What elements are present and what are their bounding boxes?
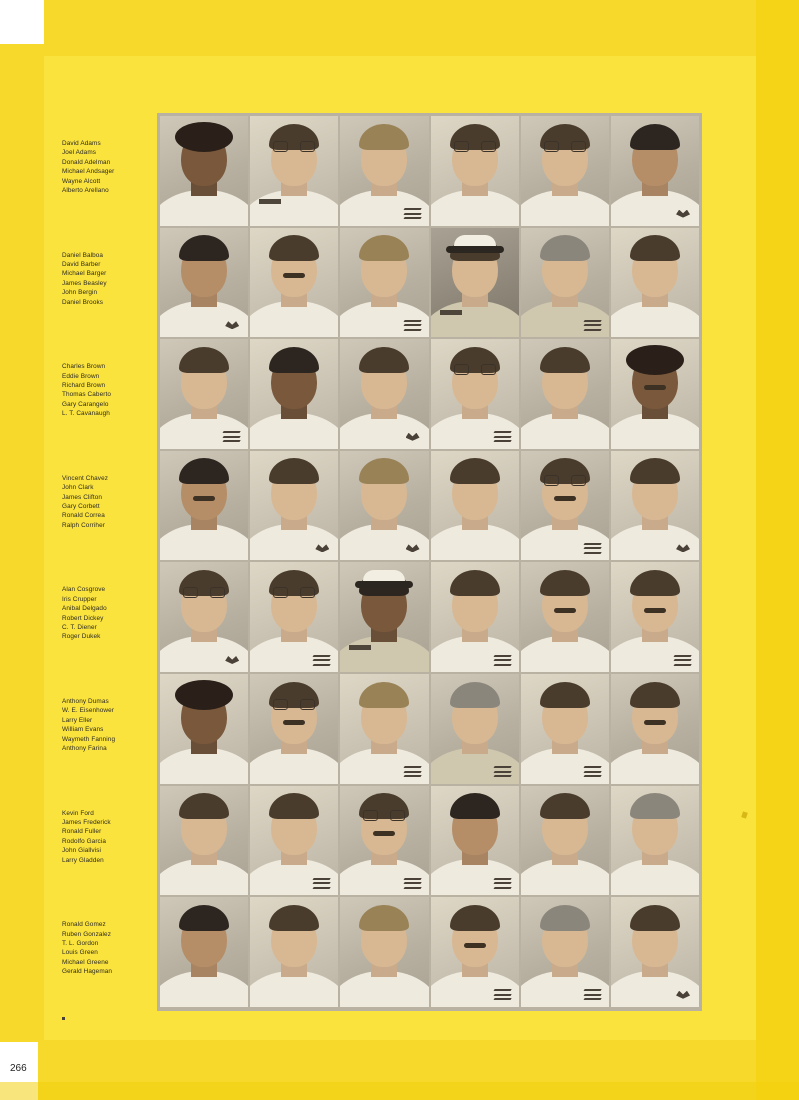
eyeglasses-icon xyxy=(544,141,586,152)
rank-chevron-icon xyxy=(674,652,691,666)
portrait-photo xyxy=(250,451,338,561)
officer-cap-icon xyxy=(446,235,504,255)
name-caption: Ronald Gomez xyxy=(62,921,106,929)
portrait-row xyxy=(159,115,700,227)
portrait-photo xyxy=(521,674,609,784)
portrait-photo xyxy=(611,674,699,784)
name-caption: Ruben Gonzalez xyxy=(62,930,112,938)
rank-chevron-icon xyxy=(494,429,511,443)
name-caption: James Beasley xyxy=(62,279,107,287)
portrait-photo xyxy=(611,451,699,561)
portrait-photo xyxy=(340,562,428,672)
page-corner-top-left xyxy=(0,0,44,44)
portrait-photo xyxy=(160,562,248,672)
name-caption-group xyxy=(62,697,154,753)
portrait-photo xyxy=(431,339,519,449)
name-tag-icon xyxy=(440,310,462,315)
name-caption: L. T. Cavanaugh xyxy=(62,410,110,418)
name-caption-group xyxy=(62,251,154,307)
name-caption: T. L. Gordon xyxy=(62,940,99,947)
name-caption: Kevin Ford xyxy=(62,809,94,817)
portrait-photo xyxy=(160,674,248,784)
portrait-photo xyxy=(340,339,428,449)
name-caption: Eddie Brown xyxy=(62,372,100,380)
name-caption: William Evans xyxy=(62,726,104,734)
rank-chevron-icon xyxy=(404,317,421,331)
portrait-photo xyxy=(431,451,519,561)
name-caption: John Giallvisi xyxy=(62,847,102,855)
portrait-photo xyxy=(611,339,699,449)
name-caption: Gerald Hageman xyxy=(62,968,113,976)
rank-chevron-icon xyxy=(313,652,330,666)
name-caption: John Bergin xyxy=(62,289,98,297)
rank-chevron-icon xyxy=(313,875,330,889)
rank-chevron-icon xyxy=(494,875,511,889)
name-caption: Thomas Caberto xyxy=(62,391,111,399)
name-tag-icon xyxy=(349,645,371,650)
name-caption: Rodolfo Garcia xyxy=(62,837,107,845)
name-caption: Michael Andsager xyxy=(62,168,115,176)
name-caption: David Barber xyxy=(62,261,101,268)
name-caption: Anthony Dumas xyxy=(62,698,109,705)
portrait-photo xyxy=(611,897,699,1007)
portrait-photo xyxy=(521,116,609,226)
name-caption: Waymeth Fanning xyxy=(62,735,116,743)
name-caption-group xyxy=(62,809,154,865)
name-tag-icon xyxy=(259,199,281,204)
name-caption: David Adams xyxy=(62,140,101,147)
portrait-photo xyxy=(431,897,519,1007)
name-caption: Richard Brown xyxy=(62,382,106,389)
portrait-photo xyxy=(160,451,248,561)
eyeglasses-icon xyxy=(273,699,315,710)
rank-chevron-icon xyxy=(584,317,601,331)
portrait-photo xyxy=(521,451,609,561)
portrait-row xyxy=(159,227,700,339)
portrait-row xyxy=(159,896,700,1008)
portrait-photo xyxy=(250,339,338,449)
portrait-photo xyxy=(250,897,338,1007)
eyeglasses-icon xyxy=(363,810,405,821)
portrait-photo xyxy=(250,562,338,672)
name-caption: Michael Barger xyxy=(62,270,107,278)
name-caption: Alan Cosgrove xyxy=(62,586,106,594)
rank-chevron-icon xyxy=(223,429,240,443)
portrait-row xyxy=(159,338,700,450)
portrait-photo xyxy=(160,228,248,338)
eyeglasses-icon xyxy=(454,141,496,152)
name-caption: Gary Corbett xyxy=(62,503,100,511)
name-caption: Robert Dickey xyxy=(62,614,104,622)
portrait-photo xyxy=(250,116,338,226)
portrait-row xyxy=(159,561,700,673)
portrait-photo xyxy=(431,674,519,784)
portrait-photo xyxy=(160,786,248,896)
name-caption-group xyxy=(62,139,154,195)
portrait-photo xyxy=(521,339,609,449)
page-right-edge xyxy=(756,0,799,1100)
portrait-photo xyxy=(611,228,699,338)
name-caption: C. T. Diener xyxy=(62,624,97,632)
portrait-photo xyxy=(431,562,519,672)
name-caption-group xyxy=(62,920,154,976)
name-caption: Anibal Delgado xyxy=(62,605,107,613)
name-caption: James Frederick xyxy=(62,819,111,826)
name-caption: Ronald Fuller xyxy=(62,828,102,836)
portrait-row xyxy=(159,450,700,562)
name-caption: Iris Crupper xyxy=(62,595,97,603)
name-caption: Ralph Corriher xyxy=(62,521,105,529)
name-caption-group xyxy=(62,585,154,641)
portrait-photo xyxy=(340,116,428,226)
name-caption: Anthony Farina xyxy=(62,745,107,753)
portrait-photo xyxy=(340,786,428,896)
portrait-grid xyxy=(157,113,702,1011)
portrait-photo xyxy=(521,897,609,1007)
eyeglasses-icon xyxy=(273,141,315,152)
portrait-photo xyxy=(340,451,428,561)
eyeglasses-icon xyxy=(544,475,586,486)
portrait-photo xyxy=(611,786,699,896)
eyeglasses-icon xyxy=(273,587,315,598)
name-caption: Ronald Correa xyxy=(62,512,105,520)
portrait-row xyxy=(159,673,700,785)
name-caption: Alberto Arellano xyxy=(62,187,109,195)
portrait-photo xyxy=(431,786,519,896)
name-caption: Roger Dukek xyxy=(62,633,101,641)
name-caption: Daniel Brooks xyxy=(62,298,104,306)
name-caption: Donald Adelman xyxy=(62,158,111,166)
portrait-photo xyxy=(521,562,609,672)
name-caption: Louis Green xyxy=(62,949,98,957)
rank-chevron-icon xyxy=(404,206,421,220)
name-caption: Michael Greene xyxy=(62,958,109,966)
portrait-photo xyxy=(160,897,248,1007)
eyeglasses-icon xyxy=(183,587,225,598)
name-caption: Gary Carangelo xyxy=(62,400,109,408)
name-caption: James Clifton xyxy=(62,493,103,501)
eyeglasses-icon xyxy=(454,364,496,375)
rank-chevron-icon xyxy=(404,875,421,889)
name-caption: Larry Eller xyxy=(62,716,93,724)
portrait-photo xyxy=(340,228,428,338)
portrait-photo xyxy=(250,674,338,784)
rank-chevron-icon xyxy=(494,764,511,778)
portrait-photo xyxy=(160,116,248,226)
name-caption: Wayne Alcott xyxy=(62,177,101,185)
rank-chevron-icon xyxy=(494,987,511,1001)
portrait-photo xyxy=(431,116,519,226)
name-caption-group xyxy=(62,474,154,530)
portrait-photo xyxy=(250,786,338,896)
rank-chevron-icon xyxy=(584,764,601,778)
rank-chevron-icon xyxy=(494,652,511,666)
officer-cap-icon xyxy=(355,570,413,590)
name-caption: Larry Gladden xyxy=(62,856,104,864)
portrait-photo xyxy=(160,339,248,449)
name-caption: Joel Adams xyxy=(62,149,97,157)
portrait-photo xyxy=(340,897,428,1007)
name-caption: Daniel Balboa xyxy=(62,251,104,259)
portrait-photo xyxy=(521,228,609,338)
portrait-row xyxy=(159,785,700,897)
name-caption: John Clark xyxy=(62,484,94,492)
page-bottom-edge xyxy=(0,1082,799,1100)
page-number: 266 xyxy=(10,1063,27,1074)
name-caption: Charles Brown xyxy=(62,363,106,371)
portrait-photo xyxy=(340,674,428,784)
name-caption: Vincent Chavez xyxy=(62,474,109,482)
name-caption: W. E. Eisenhower xyxy=(62,707,115,715)
portrait-photo xyxy=(611,562,699,672)
registration-tick-mark xyxy=(62,1017,65,1020)
portrait-photo xyxy=(431,228,519,338)
portrait-photo xyxy=(611,116,699,226)
portrait-photo xyxy=(250,228,338,338)
name-caption-group xyxy=(62,362,154,418)
portrait-photo xyxy=(521,786,609,896)
rank-chevron-icon xyxy=(404,764,421,778)
rank-chevron-icon xyxy=(584,987,601,1001)
rank-chevron-icon xyxy=(584,540,601,554)
